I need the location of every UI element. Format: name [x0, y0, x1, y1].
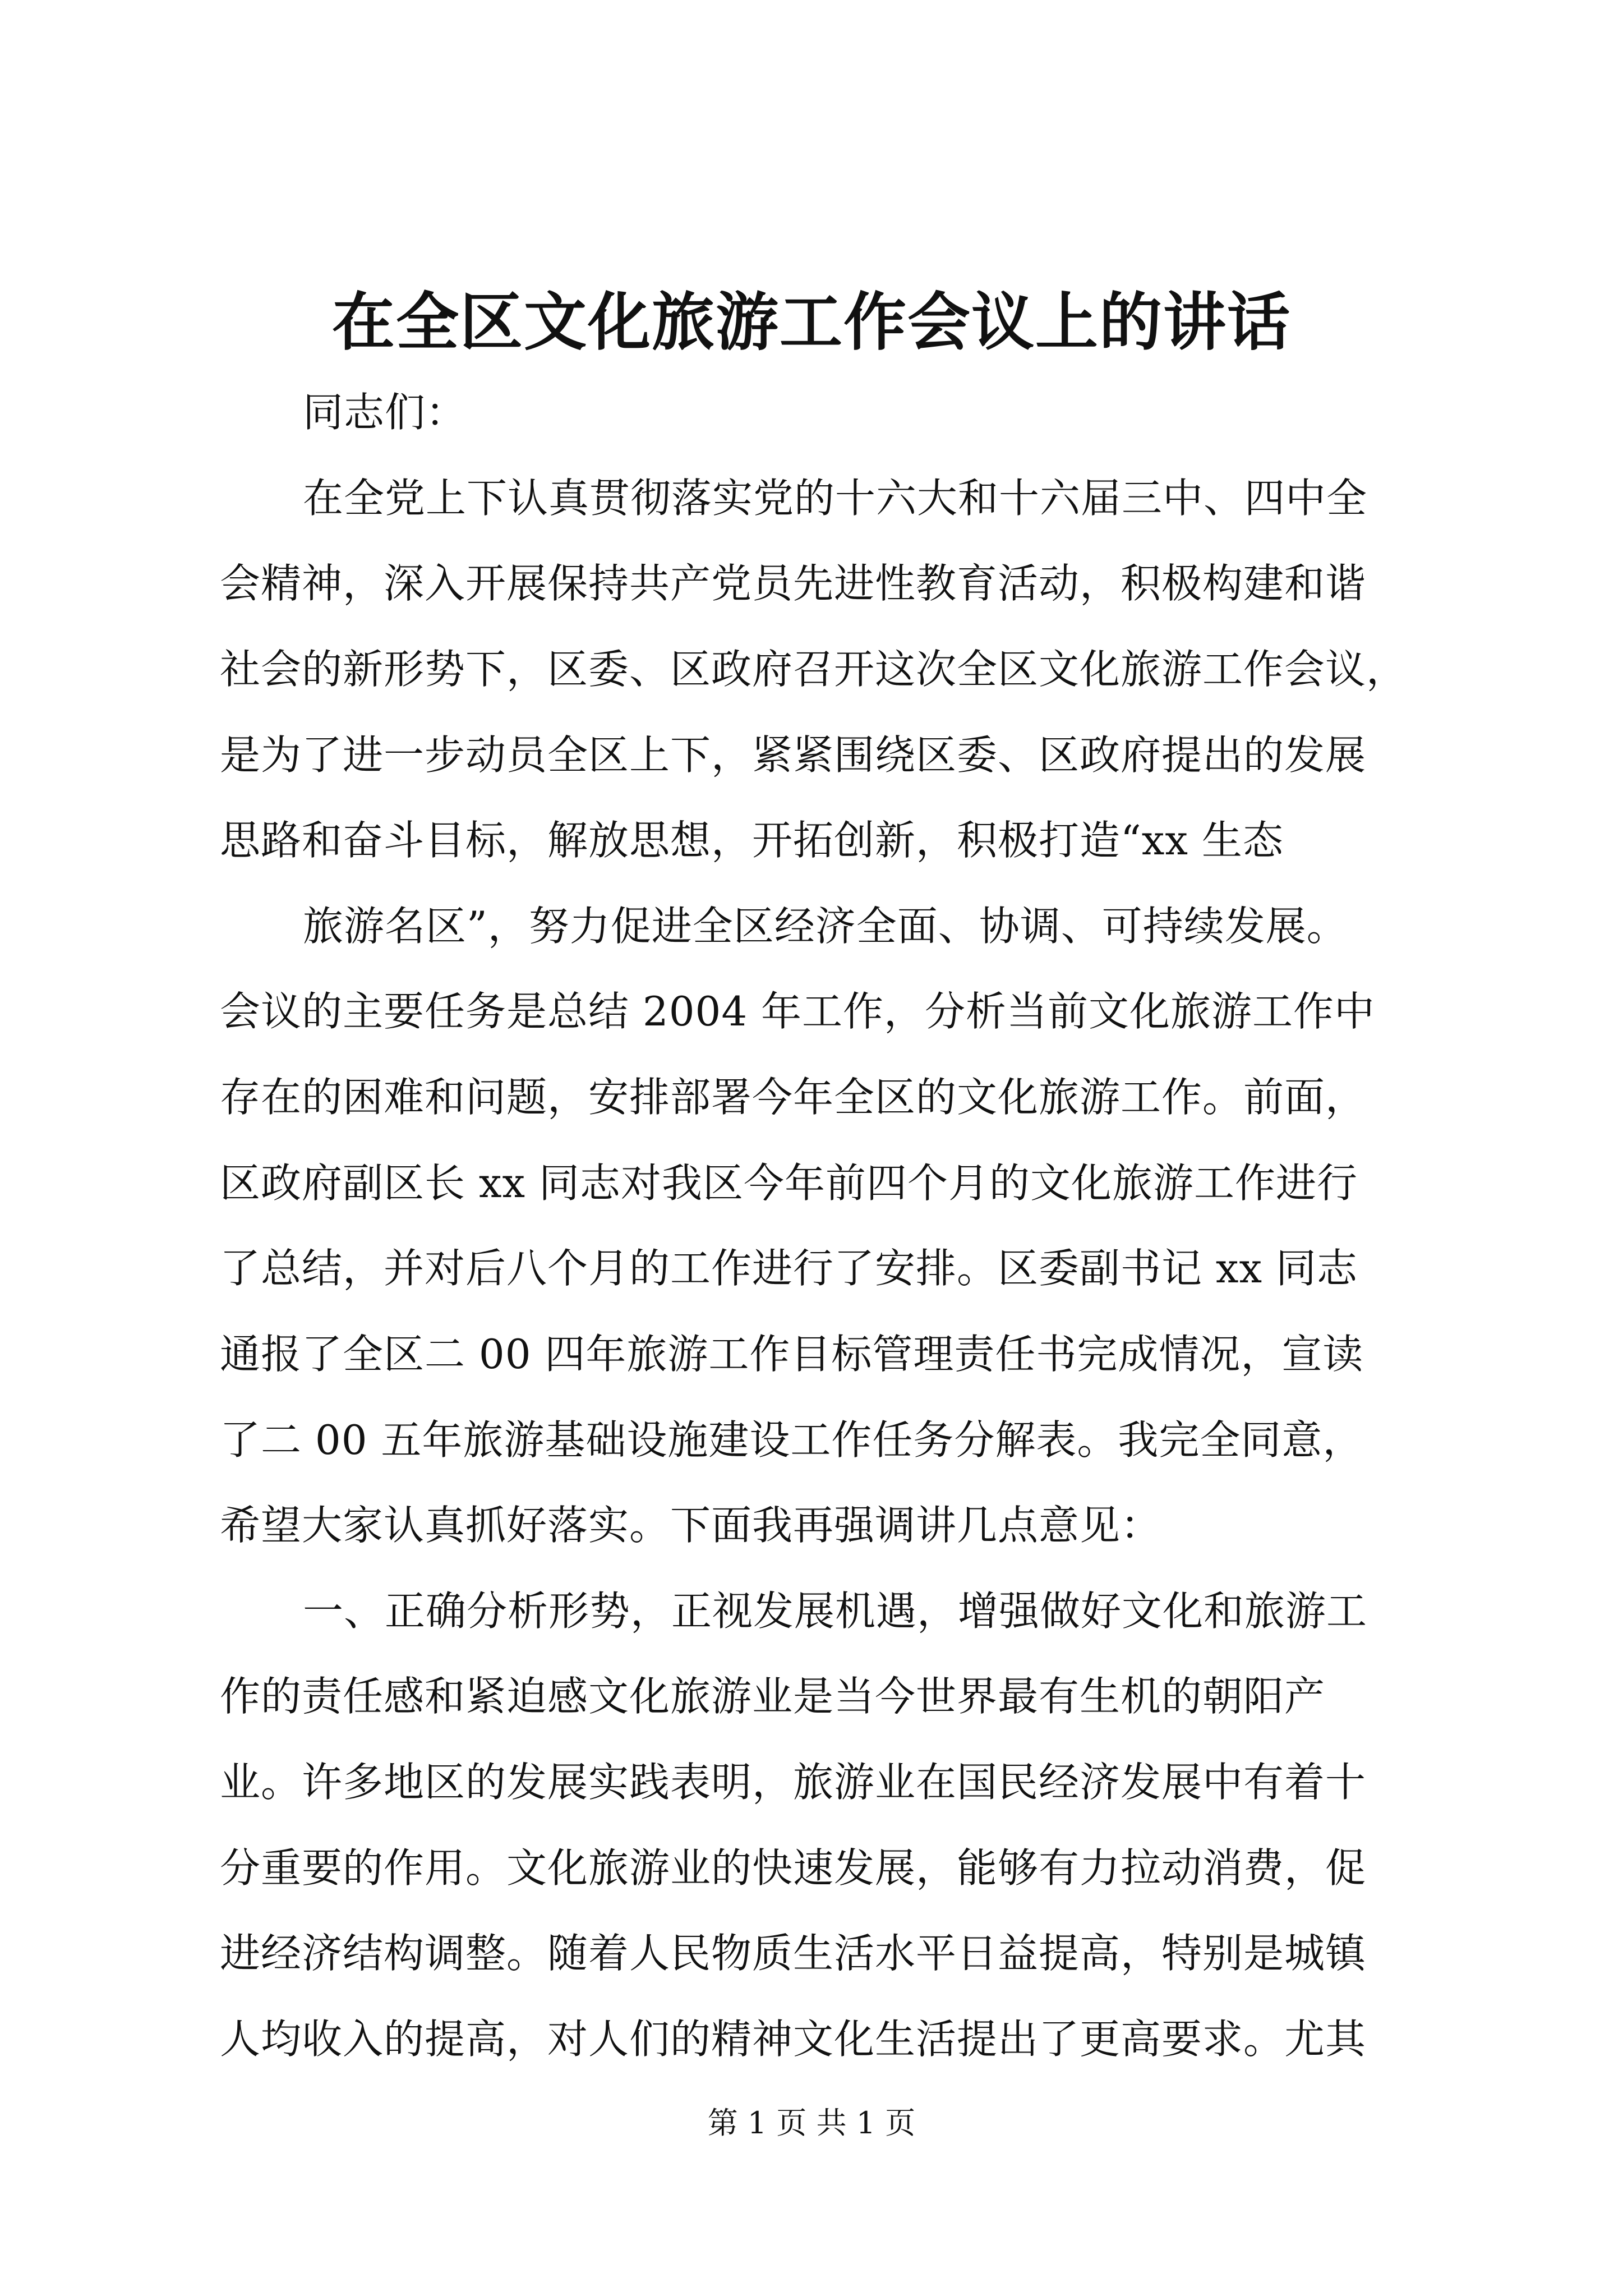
- body-line: 希望大家认真抓好落实。下面我再强调讲几点意见：: [220, 1502, 1162, 1549]
- body-line: 社会的新形势下，区委、区政府召开这次全区文化旅游工作会议，: [220, 646, 1408, 693]
- body-line: 旅游名区”，努力促进全区经济全面、协调、可持续发展。: [303, 903, 1348, 950]
- document-title: 在全区文化旅游工作会议上的讲话: [332, 286, 1291, 359]
- body-line: 业。许多地区的发展实践表明，旅游业在国民经济发展中有着十: [220, 1759, 1367, 1806]
- page-footer: 第 1 页 共 1 页: [707, 2105, 916, 2141]
- salutation: 同志们：: [303, 389, 467, 436]
- body-line: 作的责任感和紧迫感文化旅游业是当今世界最有生机的朝阳产: [220, 1673, 1326, 1720]
- body-line: 会议的主要任务是总结 2004 年工作，分析当前文化旅游工作中: [220, 988, 1376, 1035]
- body-line: 存在的困难和问题，安排部署今年全区的文化旅游工作。前面，: [220, 1074, 1367, 1121]
- body-line: 了总结，并对后八个月的工作进行了安排。区委副书记 xx 同志: [220, 1245, 1358, 1292]
- body-line: 进经济结构调整。随着人民物质生活水平日益提高，特别是城镇: [220, 1930, 1367, 1977]
- body-line: 分重要的作用。文化旅游业的快速发展，能够有力拉动消费，促: [220, 1844, 1367, 1892]
- body-line: 区政府副区长 xx 同志对我区今年前四个月的文化旅游工作进行: [220, 1159, 1358, 1207]
- body-line: 通报了全区二 00 四年旅游工作目标管理责任书完成情况，宣读: [220, 1331, 1364, 1378]
- body-line: 是为了进一步动员全区上下，紧紧围绕区委、区政府提出的发展: [220, 731, 1367, 779]
- body-line: 人均收入的提高，对人们的精神文化生活提出了更高要求。尤其: [220, 2016, 1367, 2063]
- body-line: 会精神，深入开展保持共产党员先进性教育活动，积极构建和谐: [220, 560, 1367, 607]
- section-heading-line: 一、正确分析形势，正视发展机遇，增强做好文化和旅游工: [303, 1588, 1368, 1635]
- body-line: 思路和奋斗目标，解放思想，开拓创新，积极打造“xx 生态: [220, 817, 1284, 864]
- body-line: 了二 00 五年旅游基础设施建设工作任务分解表。我完全同意，: [220, 1416, 1364, 1464]
- body-line: 在全党上下认真贯彻落实党的十六大和十六届三中、四中全: [303, 475, 1368, 522]
